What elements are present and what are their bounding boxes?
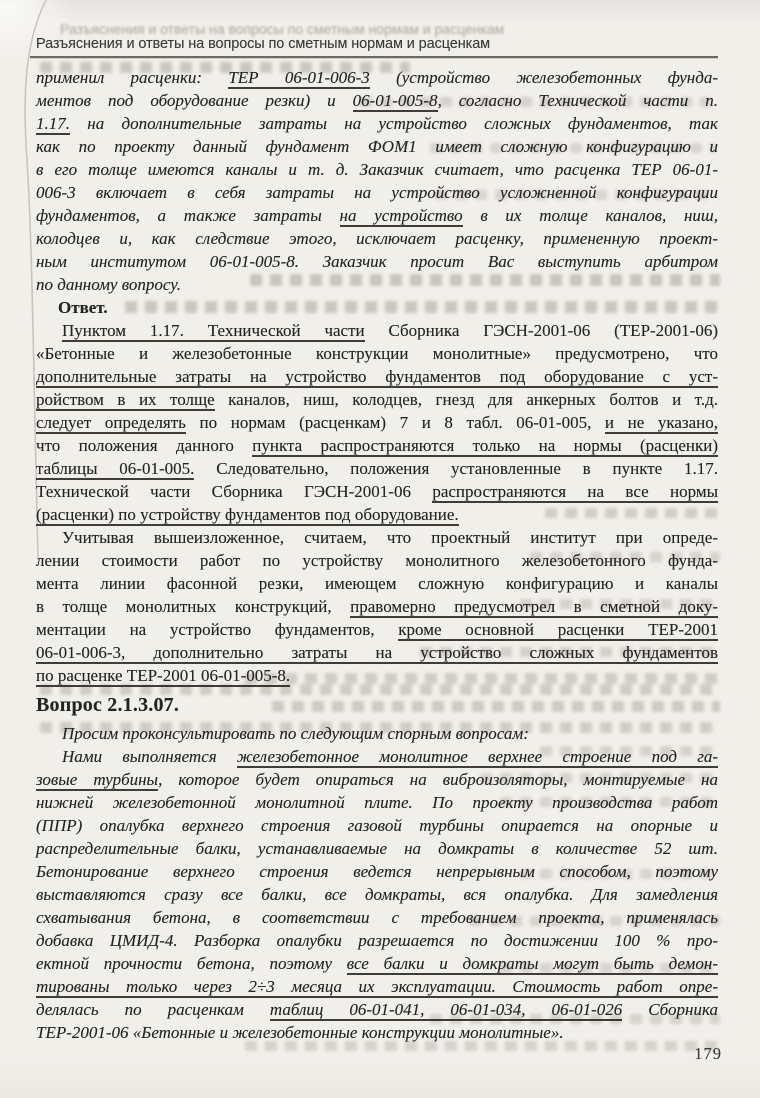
text-column: [36, 66, 718, 1044]
text-segment: по данному вопросу.: [36, 275, 182, 294]
text-segment: схватывания бетона, в соответствии с требованием проекта, применялась: [36, 908, 718, 927]
text-line: [36, 745, 718, 768]
underlined-text: следует определять: [36, 413, 186, 432]
text-line: [36, 641, 718, 664]
text-segment: выставляются сразу все балки, все домкраты, вся опалубка. Для замедления: [36, 885, 718, 904]
text-line: [36, 837, 718, 860]
text-line: [36, 457, 718, 480]
text-line: [36, 549, 718, 572]
text-segment: каналов, ниш, колодцев, гнезд для анкерных болтов и т.д.: [214, 390, 718, 409]
text-line: [36, 112, 718, 135]
underlined-text: тированы только через 2÷3 месяца их эксплуатации. Стоимость работ опре-: [36, 977, 718, 996]
underlined-text: и не указано,: [604, 413, 718, 432]
text-segment: применил расценки:: [36, 68, 229, 87]
text-line: [36, 388, 718, 411]
text-line: [36, 273, 718, 296]
underlined-text: по расценке ТЕР-2001 06-01-005-8.: [36, 666, 291, 685]
header-title: Разъяснения и ответы на вопросы по сметным нормам и расценкам: [36, 36, 491, 52]
text-line: [36, 66, 718, 89]
text-segment: в их толще каналов, ниш,: [462, 206, 718, 225]
underlined-text: на устройство: [339, 206, 463, 225]
text-segment: ментации на устройство фундаментов,: [36, 620, 399, 639]
text-segment: Нами выполняется: [62, 747, 237, 766]
text-segment: ТЕР-2001-06 «Бетонные и железобетонные конструкции монолитные».: [36, 1023, 564, 1042]
underlined-text: кроме основной расценки ТЕР-2001: [398, 620, 718, 639]
text-line: [36, 181, 718, 204]
text-line: [36, 1021, 718, 1044]
underlined-text: таблицы 06-01-005.: [36, 459, 195, 478]
text-line: [36, 814, 718, 837]
text-segment: нижней железобетонной монолитной плите. По проекту производства работ: [36, 793, 718, 812]
underlined-text: все балки и домкраты могут быть демон-: [346, 954, 719, 973]
text-line: [36, 480, 718, 503]
text-segment: 006-3 включает в себя затраты на устройство усложненной конфигурации: [36, 183, 718, 202]
underlined-text: дополнительные затраты на устройство фундаментов под оборудование с уст-: [36, 367, 718, 386]
underlined-text: ройством в их толще: [36, 390, 215, 409]
text-segment: как по проекту данный фундамент ФОМ1 имеет сложную конфигурацию и: [36, 137, 718, 156]
text-line: [36, 89, 718, 112]
text-segment: колодцев и, как следствие этого, исключает расценку, примененную проект-: [36, 229, 718, 248]
text-line: [36, 722, 718, 745]
text-segment: (ППР) опалубка верхнего строения газовой турбины опирается на опорные и: [36, 816, 718, 835]
text-line: [36, 411, 718, 434]
question-paragraph: [36, 745, 718, 1044]
text-segment: , согласно Технической части п.: [437, 91, 718, 110]
text-segment: Сборника: [622, 1000, 718, 1019]
text-segment: ным институтом 06-01-005-8. Заказчик просит Вас выступить арбитром: [36, 252, 718, 271]
underlined-text: распространяются на все нормы: [432, 482, 719, 501]
text-line: [36, 595, 718, 618]
text-line: [36, 342, 718, 365]
underlined-text: (расценки) по устройству фундаментов под оборудование.: [36, 505, 459, 524]
text-line: [36, 503, 718, 526]
text-segment: Бетонирование верхнего строения ведется непрерывным способом, поэтому: [36, 862, 718, 881]
text-line: [36, 952, 718, 975]
text-segment: ектной прочности бетона, поэтому: [36, 954, 347, 973]
text-line: [36, 998, 718, 1021]
text-line: [36, 319, 718, 342]
underlined-text: 06-01-005-8: [352, 91, 438, 110]
underlined-text: зовые турбины: [36, 770, 159, 789]
text-segment: в толще монолитных конструкций,: [36, 597, 351, 616]
text-segment: делялась по расценкам: [36, 1000, 270, 1019]
text-line: [36, 929, 718, 952]
text-line: [36, 204, 718, 227]
question-heading: Вопрос 2.1.3.07.: [36, 694, 180, 716]
underlined-text: таблиц 06-01-041, 06-01-034, 06-01-026: [269, 1000, 623, 1019]
text-segment: добавка ЦМИД-4. Разборка опалубки разрешается по достижении 100 % про-: [36, 931, 718, 950]
text-line: [36, 664, 718, 687]
text-line: [36, 791, 718, 814]
underlined-text: 1.17.: [36, 114, 70, 133]
text-line: [36, 768, 718, 791]
answer-paragraph-1: [36, 319, 718, 526]
text-segment: Технической части Сборника ГЭСН-2001-06: [36, 482, 433, 501]
answer-label: Ответ.: [58, 298, 108, 317]
text-segment: мента линии фасонной резки, имеющем сложную конфигурацию и каналы: [36, 574, 718, 593]
text-line: [36, 434, 718, 457]
text-line: [36, 975, 718, 998]
underlined-text: Пунктом 1.17. Технической части: [62, 321, 365, 340]
underlined-text: ТЕР 06-01-006-3: [228, 68, 370, 87]
question-intro-line: [36, 722, 718, 745]
text-segment: по нормам (расценкам) 7 и 8 табл. 06-01-005,: [185, 413, 605, 432]
text-line: [36, 860, 718, 883]
text-line: [36, 572, 718, 595]
text-segment: (устройство железобетонных фунда-: [369, 68, 718, 87]
question-continued-paragraph: [36, 66, 718, 296]
text-segment: Сборника ГЭСН-2001-06 (ТЕР-2001-06): [364, 321, 719, 340]
text-segment: Следовательно, положения установленные в пункте 1.17.: [194, 459, 718, 478]
text-line: [36, 227, 718, 250]
text-line: [36, 135, 718, 158]
text-segment: Просим проконсультировать по следующим спорным вопросам:: [62, 724, 529, 743]
text-line: [36, 250, 718, 273]
text-segment: распределительные балки, устанавливаемые на домкраты в количестве 52 шт.: [36, 839, 718, 858]
text-line: [36, 526, 718, 549]
text-line: [36, 365, 718, 388]
text-segment: , которое будет опираться на виброизоляторы, монтируемые на: [158, 770, 718, 789]
ghost-header-text: Разъяснения и ответы на вопросы по сметным нормам и расценкам: [60, 21, 505, 37]
underlined-text: пункта распространяются только на нормы (расценки): [252, 436, 718, 455]
answer-paragraph-2: [36, 526, 718, 687]
text-segment: на дополнительные затраты на устройство сложных фундаментов, так: [70, 114, 718, 133]
text-segment: «Бетонные и железобетонные конструкции монолитные» предусмотрено, что: [36, 344, 718, 363]
text-line: [36, 906, 718, 929]
text-line: [36, 883, 718, 906]
text-line: [36, 158, 718, 181]
underlined-text: железобетонное монолитное верхнее строение под га-: [236, 747, 719, 766]
text-segment: что положения данного: [36, 436, 253, 455]
text-segment: Учитывая вышеизложенное, считаем, что проектный институт при опреде-: [62, 528, 718, 547]
page-number: 179: [694, 1044, 722, 1063]
underlined-text: правомерно предусмотрел в сметной доку-: [350, 597, 718, 616]
text-segment: фундаментов, а также затраты: [36, 206, 340, 225]
text-segment: в его толще имеются каналы и т. д. Заказчик считает, что расценка ТЕР 06-01-: [36, 160, 718, 179]
text-segment: лении стоимости работ по устройству монолитного железобетонного фунда-: [36, 551, 718, 570]
underlined-text: 06-01-006-3, дополнительно затраты на устройство сложных фундаментов: [36, 643, 718, 662]
text-line: [36, 618, 718, 641]
text-segment: ментов под оборудование резки) и: [36, 91, 353, 110]
